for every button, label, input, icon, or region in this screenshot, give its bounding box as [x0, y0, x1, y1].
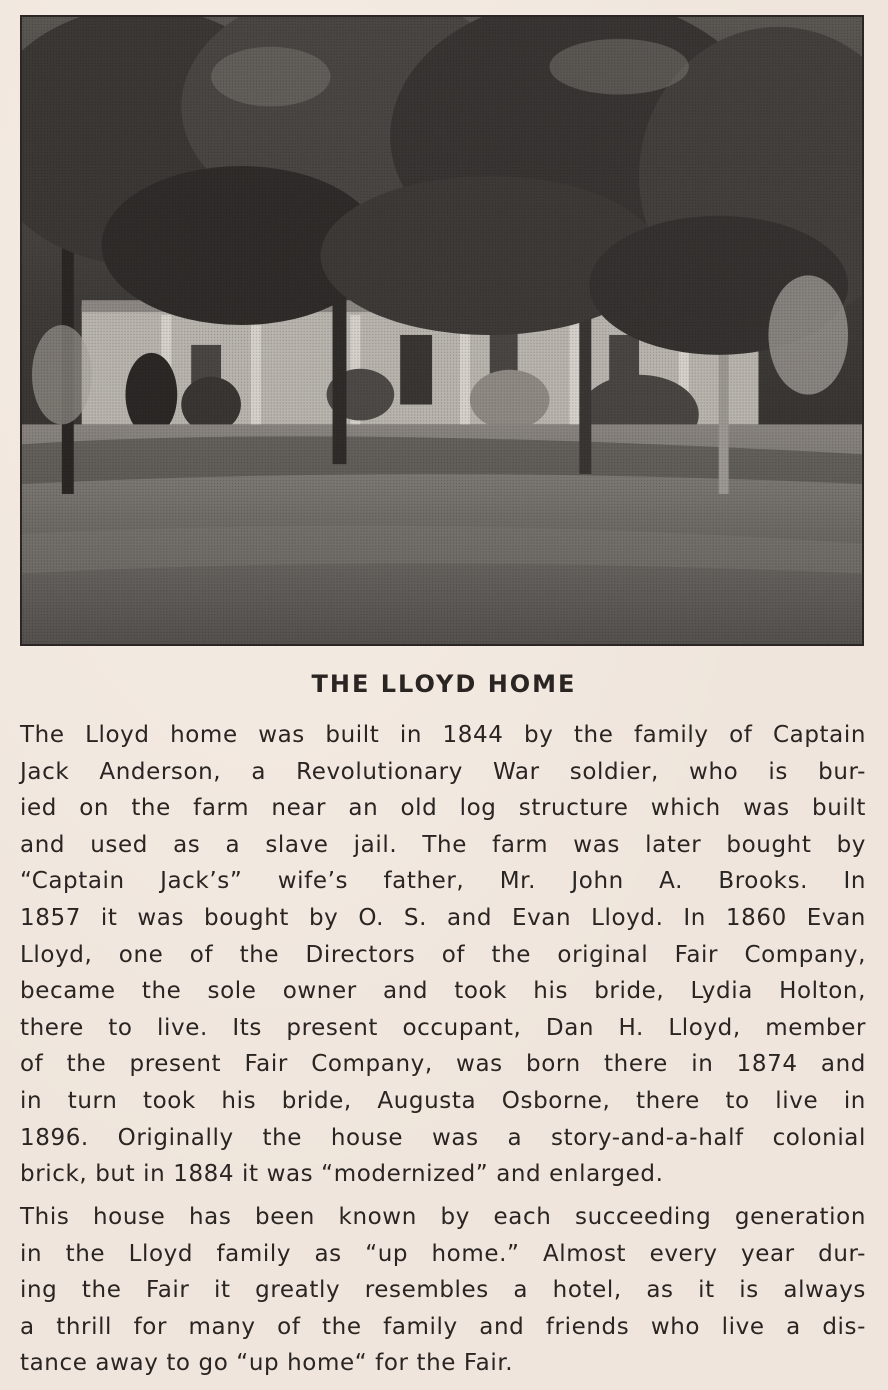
- text-line: Jack Anderson, a Revolutionary War soldier, who is bur-: [20, 758, 866, 785]
- page-title: THE LLOYD HOME: [311, 670, 577, 698]
- text-line: in the Lloyd family as “up home.” Almost every year dur-: [20, 1240, 866, 1267]
- paragraph-1: [20, 717, 866, 1193]
- text-line: Lloyd, one of the Directors of the original Fair Company,: [20, 941, 866, 968]
- text-line: became the sole owner and took his bride, Lydia Holton,: [20, 978, 866, 1005]
- text-line: ing the Fair it greatly resembles a hotel, as it is always: [20, 1277, 866, 1304]
- paragraph-2: [20, 1199, 866, 1382]
- text-line: This house has been known by each succeeding generation: [20, 1204, 866, 1230]
- text-line: there to live. Its present occupant, Dan H. Lloyd, member: [20, 1014, 866, 1041]
- text-line: and used as a slave jail. The farm was later bought by: [20, 831, 866, 858]
- house-among-trees-photo: [22, 17, 862, 644]
- text-line: of the present Fair Company, was born there in 1874 and: [20, 1051, 866, 1078]
- text-line: in turn took his bride, Augusta Osborne, there to live in: [20, 1087, 866, 1114]
- text-line: ied on the farm near an old log structure which was built: [20, 795, 866, 822]
- text-line: 1896. Originally the house was a story-and-a-half colonial: [20, 1124, 866, 1151]
- text-line: a thrill for many of the family and friends who live a dis-: [20, 1313, 866, 1340]
- text-line: 1857 it was bought by O. S. and Evan Lloyd. In 1860 Evan: [20, 904, 866, 931]
- text-line: tance away to go “up home“ for the Fair.: [20, 1350, 514, 1377]
- text-line: “Captain Jack’s” wife’s father, Mr. John A. Brooks. In: [20, 868, 866, 895]
- text-line: brick, but in 1884 it was “modernized” and enlarged.: [20, 1161, 664, 1188]
- text-line: The Lloyd home was built in 1844 by the family of Captain: [20, 722, 866, 748]
- house-photo: [20, 15, 864, 646]
